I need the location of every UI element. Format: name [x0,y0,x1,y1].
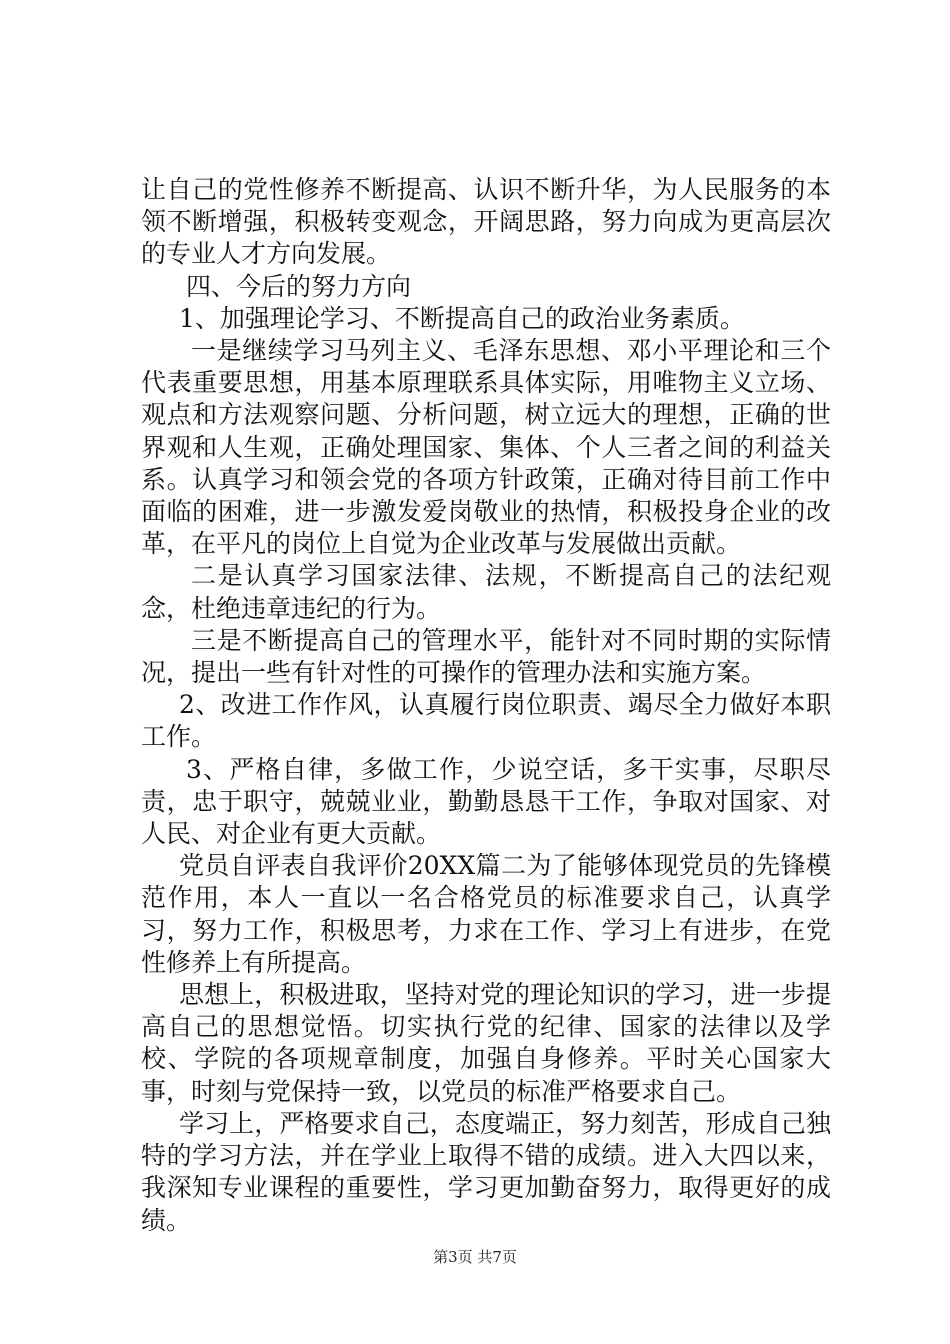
paragraph-continuation: 让自己的党性修养不断提高、认识不断升华，为人民服务的本领不断增强，积极转变观念，开阔思路，努力向成为更高层次的专业人才方向发展。 [141,175,831,269]
paragraph: 三是不断提高自己的管理水平，能针对不同时期的实际情况，提出一些有针对性的可操作的管理办法和实施方案。 [141,625,831,688]
numbered-item: 1、加强理论学习、不断提高自己的政治业务素质。 [179,303,745,333]
paragraph: 二是认真学习国家法律、法规，不断提高自己的法纪观念，杜绝违章违纪的行为。 [141,561,831,623]
document-body [141,174,831,1237]
page-footer: 第3页 共7页 [433,1248,517,1266]
paragraph: 思想上，积极进取，坚持对党的理论知识的学习，进一步提高自己的思想觉悟。切实执行党的纪律、国家的法律以及学校、学院的各项规章制度，加强自身修养。平时关心国家大事，时刻与党保持一致，以党员的标准严格要求自己。 [141,980,831,1106]
section-heading: 四、今后的努力方向 [186,271,412,301]
paragraph: 学习上，严格要求自己，态度端正，努力刻苦，形成自己独特的学习方法，并在学业上取得不错的成绩。进入大四以来，我深知专业课程的重要性，学习更加勤奋努力，取得更好的成绩。 [141,1108,831,1235]
numbered-item: 3、严格自律，多做工作，少说空话，多干实事，尽职尽责，忠于职守，兢兢业业，勤勤恳恳干工作，争取对国家、对人民、对企业有更大贡献。 [141,754,831,849]
paragraph: 党员自评表自我评价20XX篇二为了能够体现党员的先锋模范作用，本人一直以一名合格党员的标准要求自己，认真学习，努力工作，积极思考，力求在工作、学习上有进步，在党性修养上有所提高。 [141,851,831,977]
paragraph: 一是继续学习马列主义、毛泽东思想、邓小平理论和三个代表重要思想，用基本原理联系具体实际，用唯物主义立场、观点和方法观察问题、分析问题，树立远大的理想，正确的世界观和人生观，正确处理国家、集体、个人三者之间的利益关系。认真学习和领会党的各项方针政策，正确对待目前工作中面临的困难，进一步激发爱岗敬业的热情，积极投身企业的改革，在平凡的岗位上自觉为企业改革与发展做出贡献。 [141,336,831,559]
numbered-item: 2、改进工作作风，认真履行岗位职责、竭尽全力做好本职工作。 [141,690,831,752]
